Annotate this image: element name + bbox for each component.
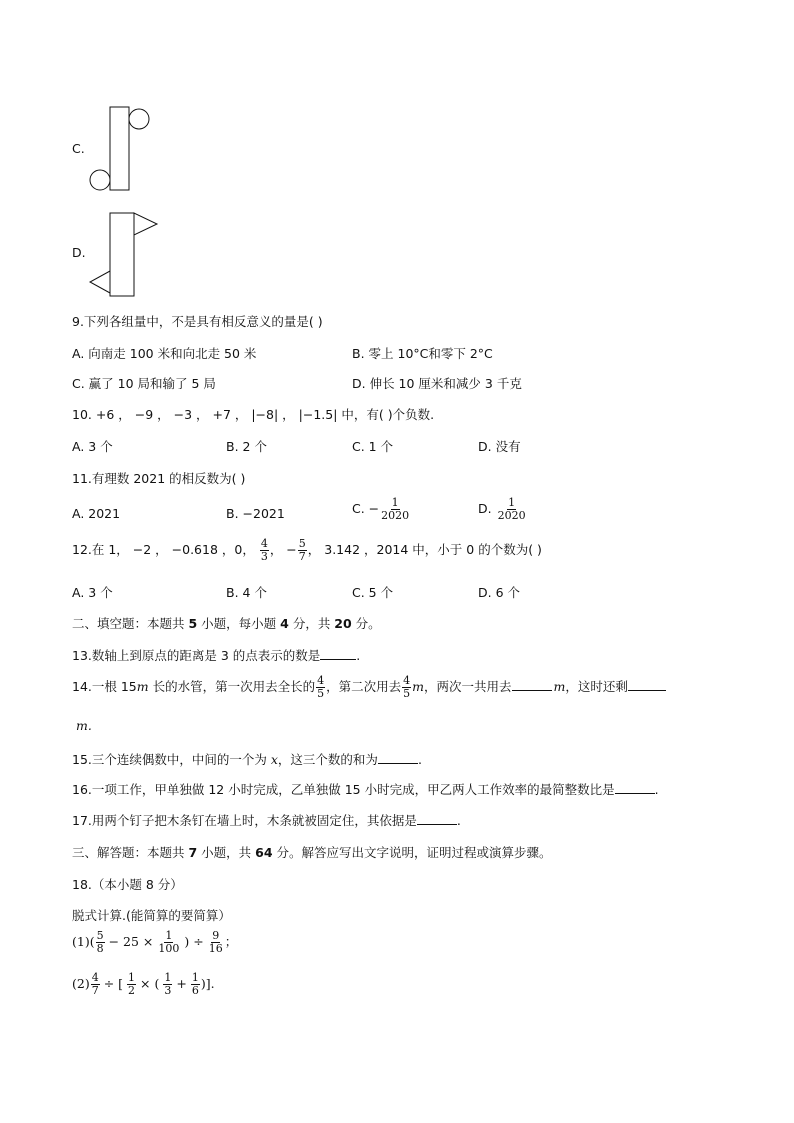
q14-answer-blank-1[interactable] <box>512 689 552 691</box>
q18-p2-op3: + <box>176 976 187 991</box>
section2-mid2: 分，共 <box>288 616 335 631</box>
q18-p1-label: (1)( <box>72 934 95 949</box>
q9-stem: 9.下列各组量中，不是具有相反意义的量是( ) <box>72 314 323 329</box>
q18-p1-op1: − 25 × <box>108 934 154 949</box>
figure-d-bottom-triangle <box>90 271 110 293</box>
q16-text: 16.一项工作，甲单独做 12 小时完成，乙单独做 15 小时完成，甲乙两人工作效率的最简整数比是 <box>72 782 615 797</box>
section2-count: 5 <box>188 616 198 631</box>
q16 <box>72 780 659 798</box>
q14-f1-num: 4 <box>317 674 325 687</box>
q10-option-d: D. 没有 <box>478 439 521 454</box>
q12-option-b: B. 4 个 <box>226 585 267 600</box>
q13-answer-blank[interactable] <box>320 658 356 660</box>
q18-p2-fraction-3 <box>163 972 172 997</box>
q18-instruction: 脱式计算.(能简算的要简算） <box>72 908 231 923</box>
option-c-label: C. <box>72 141 85 156</box>
q18-p2-f2-den: 2 <box>128 984 136 997</box>
q16-answer-blank[interactable] <box>615 792 655 794</box>
q14-mid4: ，这时还剩 <box>565 679 628 694</box>
q12-option-a: A. 3 个 <box>72 585 113 600</box>
q12-fraction-1 <box>260 538 269 563</box>
q18-p2-fraction-4 <box>191 972 200 997</box>
q18-p2-f3-num: 1 <box>164 971 172 984</box>
q13-end: . <box>356 648 361 663</box>
q18-p1-end: ； <box>224 934 238 949</box>
q14-answer-blank-2[interactable] <box>628 689 666 691</box>
q10-stem: 10. +6 ， −9 ， −3 ， +7 ， |−8| ， |−1.5| 中，有( )个负数. <box>72 407 435 422</box>
q18-part-1 <box>72 930 237 955</box>
section3-total: 64 <box>255 845 273 860</box>
section-3-title <box>72 843 552 861</box>
q10-option-b: B. 2 个 <box>226 439 267 454</box>
q13-text: 13.数轴上到原点的距离是 3 的点表示的数是 <box>72 648 321 663</box>
figure-c <box>88 105 158 195</box>
q12-f1-den: 3 <box>260 550 268 563</box>
q11-option-b: B. −2021 <box>226 506 285 521</box>
q11-d-numerator: 1 <box>508 496 516 509</box>
q11-option-d-prefix: D. <box>478 501 492 516</box>
q16-end: . <box>654 782 659 797</box>
section2-points-each: 4 <box>280 616 289 631</box>
q14-f2-num: 4 <box>403 674 411 687</box>
q18-p2-f3-den: 3 <box>164 984 172 997</box>
q18-p1-fraction-1 <box>96 930 105 955</box>
q11-option-a: A. 2021 <box>72 506 121 521</box>
q11-option-c-fraction <box>380 497 410 522</box>
section3-title-pre: 三、解答题：本题共 <box>72 845 189 860</box>
q18-header: 18.（本小题 8 分） <box>72 877 183 892</box>
q12-fraction-2 <box>298 538 307 563</box>
section2-total: 20 <box>334 616 352 631</box>
q11-c-denominator: 2020 <box>381 509 410 522</box>
q14-fraction-2 <box>402 675 411 700</box>
q15-pre: 15.三个连续偶数中，中间的一个为 <box>72 752 271 767</box>
q14-fraction-1 <box>316 675 325 700</box>
q17-text: 17.用两个钉子把木条钉在墙上时，木条就被固定住，其依据是 <box>72 813 417 828</box>
q15-var: x <box>270 752 278 767</box>
q15 <box>72 750 422 768</box>
q18-p1-f1-num: 5 <box>96 929 104 942</box>
q11-option-d <box>478 497 528 522</box>
figure-d-top-triangle <box>134 213 157 235</box>
q10-option-a: A. 3 个 <box>72 439 113 454</box>
q12-f1-num: 4 <box>260 537 268 550</box>
q9-option-c: C. 赢了 10 局和输了 5 局 <box>72 376 216 391</box>
q12-stem-pre: 12.在 1， −2 ， −0.618 ，0， <box>72 542 255 557</box>
figure-d-rectangle <box>110 213 134 296</box>
q14-f1-den: 5 <box>317 687 325 700</box>
q18-p2-fraction-2 <box>127 972 136 997</box>
q14-mid2: ，第二次用去 <box>326 679 402 694</box>
q18-p1-fraction-2 <box>157 930 180 955</box>
q11-option-c-prefix: C. − <box>352 501 380 516</box>
q11-c-numerator: 1 <box>391 496 399 509</box>
q18-p2-end: )]. <box>200 976 215 991</box>
q12-stem-post: ， 3.142 ，2014 中，小于 0 的个数为( ) <box>307 542 542 557</box>
section-2-title <box>72 614 381 632</box>
q14-last-unit: m. <box>76 718 92 733</box>
q15-post: ，这三个数的和为 <box>277 752 378 767</box>
figure-c-rectangle <box>110 107 129 190</box>
figure-d <box>88 211 163 301</box>
section3-mid1: 小题，共 <box>197 845 256 860</box>
q11-option-d-fraction <box>497 497 527 522</box>
q18-p1-op2: ) ÷ <box>184 934 204 949</box>
q10-option-c: C. 1 个 <box>352 439 394 454</box>
q14-f2-den: 5 <box>403 687 411 700</box>
q18-p2-f2-num: 1 <box>128 971 136 984</box>
figure-c-bottom-circle <box>90 170 110 190</box>
q18-p1-f3-den: 16 <box>208 942 223 955</box>
q18-p1-f1-den: 8 <box>96 942 104 955</box>
q12-sep1: ， − <box>269 542 297 557</box>
option-d-label: D. <box>72 245 86 260</box>
figure-c-top-circle <box>129 109 149 129</box>
section3-count: 7 <box>188 845 198 860</box>
q17-answer-blank[interactable] <box>417 823 457 825</box>
q18-p2-f1-den: 7 <box>91 984 99 997</box>
q18-p1-f3-num: 9 <box>212 929 220 942</box>
q18-p2-op1: ÷ [ <box>103 976 124 991</box>
q18-p2-op2: × ( <box>140 976 160 991</box>
section2-end: 分。 <box>351 616 381 631</box>
q14-unit3: m <box>553 679 566 694</box>
q14-mid1: 长的水管，第一次用去全长的 <box>148 679 316 694</box>
q14-unit2: m <box>412 679 424 694</box>
q18-part-2 <box>72 972 215 997</box>
q17 <box>72 811 461 829</box>
section3-end: 分。解答应写出文字说明，证明过程或演算步骤。 <box>272 845 552 860</box>
q14-mid3: ，两次一共用去 <box>423 679 512 694</box>
q18-p2-label: (2) <box>72 976 90 991</box>
q14-pre: 14.一根 15 <box>72 679 137 694</box>
q18-p2-f4-num: 1 <box>191 971 199 984</box>
q18-p1-f2-den: 100 <box>158 942 180 955</box>
q14 <box>72 675 666 700</box>
section2-title-pre: 二、填空题：本题共 <box>72 616 189 631</box>
q9-option-a: A. 向南走 100 米和向北走 50 米 <box>72 346 257 361</box>
q9-option-b: B. 零上 10°C和零下 2°C <box>352 346 493 361</box>
q15-answer-blank[interactable] <box>378 762 418 764</box>
q11-option-c <box>352 497 411 522</box>
q17-end: . <box>456 813 461 828</box>
q18-p2-fraction-1 <box>91 972 100 997</box>
q11-d-denominator: 2020 <box>497 509 526 522</box>
q18-p1-fraction-3 <box>208 930 224 955</box>
q18-p2-f4-den: 6 <box>191 984 199 997</box>
q18-p2-f1-num: 4 <box>91 971 99 984</box>
q12-f2-den: 7 <box>298 550 306 563</box>
q12-option-c: C. 5 个 <box>352 585 394 600</box>
q12-f2-num: 5 <box>298 537 306 550</box>
q12-stem <box>72 538 542 563</box>
q12-option-d: D. 6 个 <box>478 585 520 600</box>
q11-stem: 11.有理数 2021 的相反数为( ) <box>72 471 246 486</box>
q18-p1-f2-num: 1 <box>165 929 173 942</box>
q14-unit: m <box>136 679 149 694</box>
q13 <box>72 646 360 664</box>
q15-end: . <box>417 752 422 767</box>
q9-option-d: D. 伸长 10 厘米和减少 3 千克 <box>352 376 522 391</box>
section2-mid1: 小题，每小题 <box>197 616 281 631</box>
